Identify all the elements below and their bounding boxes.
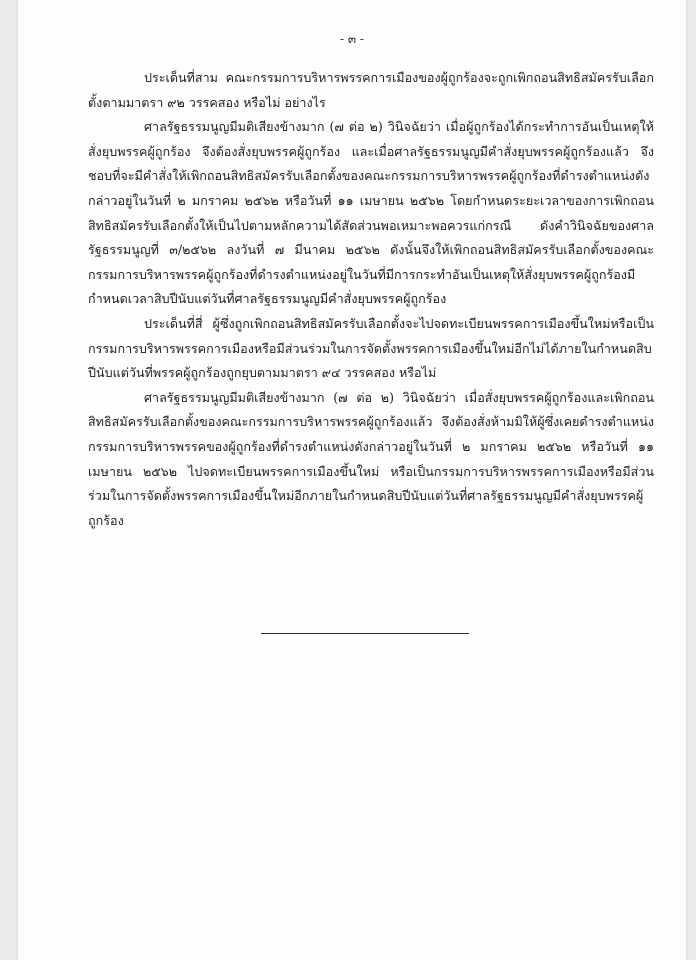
document-body bbox=[88, 66, 654, 533]
paragraph-ruling-four: ศาลรัฐธรรมนูญมีมติเสียงข้างมาก (๗ ต่อ ๒) วินิจฉัยว่า เมื่อสั่งยุบพรรคผู้ถูกร้องและเพิกถอนสิทธิสมัครรับเลือกตั้งของคณะกรรมการบริหารพรรคผู้ถูกร้องแล้ว จึงต้องสั่งห้ามมิให้ผู้ซึ่งเคยดำรงตำแหน่งกรรมการบริหารพรรคของผู้ถูกร้องที่ดำรงตำแหน่งดังกล่าวอยู่ในวันที่ ๒ มกราคม ๒๕๖๒ หรือวันที่ ๑๑ เมษายน ๒๕๖๒ ไปจดทะเบียนพรรคการเมืองขึ้นใหม่ หรือเป็นกรรมการบริหารพรรคการเมืองหรือมีส่วนร่วมในการจัดตั้งพรรคการเมืองขึ้นใหม่อีกภายในกำหนดสิบปีนับแต่วันที่ศาลรัฐธรรมนูญมีคำสั่งยุบพรรคผู้ถูกร้อง bbox=[88, 389, 654, 528]
page-number: - ๓ - bbox=[340, 32, 364, 46]
document-page bbox=[18, 0, 686, 960]
paragraph-ruling-three: ศาลรัฐธรรมนูญมีมติเสียงข้างมาก (๗ ต่อ ๒) วินิจฉัยว่า เมื่อผู้ถูกร้องได้กระทำการอันเป็นเหตุให้สั่งยุบพรรคผู้ถูกร้อง จึงต้องสั่งยุบพรรคผู้ถูกร้อง และเมื่อศาลรัฐธรรมนูญมีคำสั่งยุบพรรคผู้ถูกร้องแล้ว จึงชอบที่จะมีคำสั่งให้เพิกถอนสิทธิสมัครรับเลือกตั้งของคณะกรรมการบริหารพรรคผู้ถูกร้องที่ดำรงตำแหน่งดังกล่าวอยู่ในวันที่ ๒ มกราคม ๒๕๖๒ หรือวันที่ ๑๑ เมษายน ๒๕๖๒ โดยกำหนดระยะเวลาของการเพิกถอนสิทธิสมัครรับเลือกตั้งให้เป็นไปตามหลักความได้สัดส่วนพอเหมาะพอควรแก่กรณี ดังคำวินิจฉัยของศาลรัฐธรรมนูญที่ ๓/๒๕๖๒ ลงวันที่ ๗ มีนาคม ๒๕๖๒ ดังนั้นจึงให้เพิกถอนสิทธิสมัครรับเลือกตั้งของคณะกรรมการบริหารพรรคผู้ถูกร้องที่ดำรงตำแหน่งอยู่ในวันที่มีการกระทำอันเป็นเหตุให้สั่งยุบพรรคผู้ถูกร้องมีกำหนดเวลาสิบปีนับแต่วันที่ศาลรัฐธรรมนูญมีคำสั่งยุบพรรคผู้ถูกร้อง bbox=[88, 119, 654, 307]
closing-divider bbox=[261, 633, 469, 634]
paragraph-issue-four: ประเด็นที่สี่ ผู้ซึ่งถูกเพิกถอนสิทธิสมัครรับเลือกตั้งจะไปจดทะเบียนพรรคการเมืองขึ้นใหม่หรือเป็นกรรมการบริหารพรรคการเมืองหรือมีส่วนร่วมในการจัดตั้งพรรคการเมืองขึ้นใหม่อีกไม่ได้ภายในกำหนดสิบปีนับแต่วันที่พรรคผู้ถูกร้องถูกยุบตามมาตรา ๙๔ วรรคสอง หรือไม่ bbox=[88, 315, 654, 381]
paragraph-issue-three: ประเด็นที่สาม คณะกรรมการบริหารพรรคการเมืองของผู้ถูกร้องจะถูกเพิกถอนสิทธิสมัครรับเลือกตั้งตามมาตรา ๙๒ วรรคสอง หรือไม่ อย่างไร bbox=[88, 70, 654, 110]
